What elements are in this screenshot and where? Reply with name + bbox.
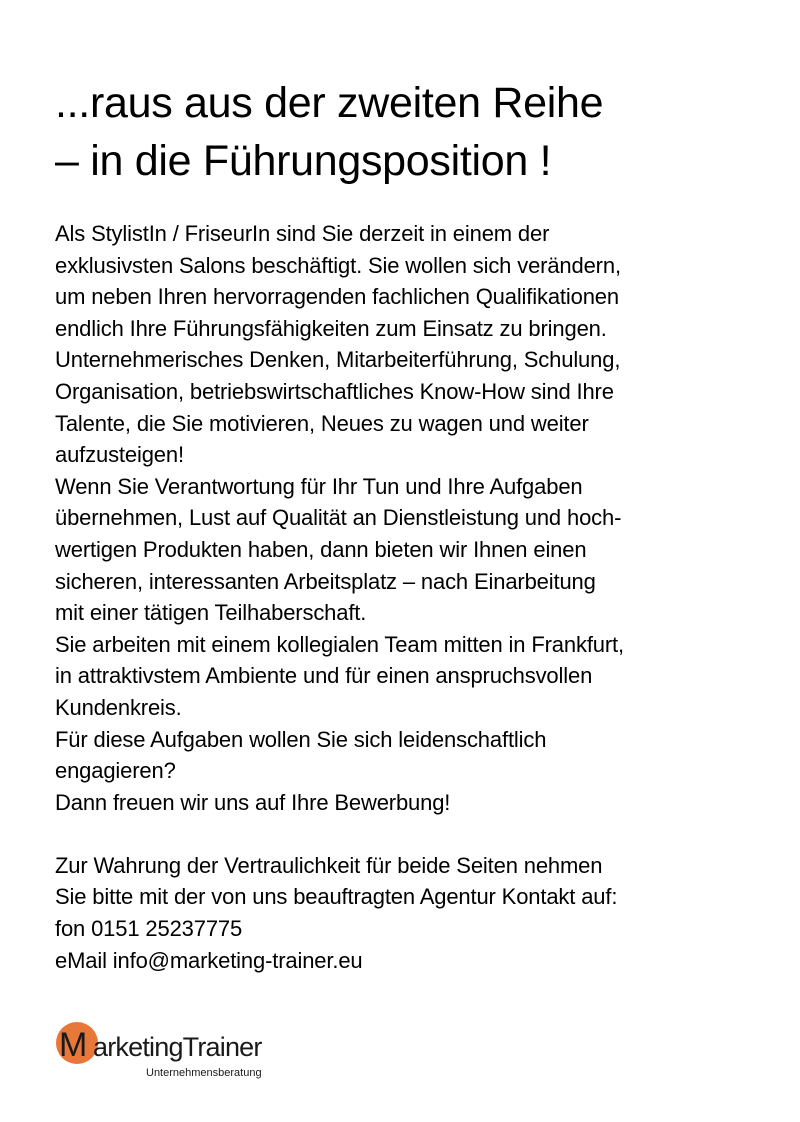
- body-line: Talente, die Sie motivieren, Neues zu wagen und weiter: [55, 410, 589, 436]
- headline: [55, 74, 775, 190]
- logo-initial: M: [59, 1026, 88, 1064]
- body-line: wertigen Produkten haben, dann bieten wir Ihnen einen: [55, 536, 587, 562]
- body-line: übernehmen, Lust auf Qualität an Dienstleistung und hoch-: [55, 505, 622, 531]
- logo-wordmark: arketingTrainer: [93, 1032, 262, 1062]
- body-line: exklusivsten Salons beschäftigt. Sie wollen sich verändern,: [55, 252, 621, 278]
- phone-number: fon 0151 25237775: [55, 916, 243, 942]
- body-line: um neben Ihren hervorragenden fachlichen Qualifikationen: [55, 284, 619, 310]
- body-line: sicheren, interessanten Arbeitsplatz – nach Einarbeitung: [55, 568, 596, 594]
- headline-line-1: ...raus aus der zweiten Reihe: [55, 79, 604, 127]
- body-line: Organisation, betriebswirtschaftliches Know-How sind Ihre: [55, 378, 614, 404]
- contact-line: Zur Wahrung der Vertraulichkeit für beide Seiten nehmen: [55, 852, 603, 878]
- body-line: Dann freuen wir uns auf Ihre Bewerbung!: [55, 789, 451, 815]
- body-line: endlich Ihre Führungsfähigkeiten zum Einsatz zu bringen.: [55, 315, 607, 341]
- body-line: Kundenkreis.: [55, 694, 182, 720]
- email-address: eMail info@marketing-trainer.eu: [55, 947, 363, 973]
- body-line: in attraktivstem Ambiente und für einen anspruchsvollen: [55, 663, 593, 689]
- body-line: Für diese Aufgaben wollen Sie sich leidenschaftlich: [55, 726, 547, 752]
- body-text: [55, 218, 785, 976]
- contact-line: Sie bitte mit der von uns beauftragten Agentur Kontakt auf:: [55, 884, 618, 910]
- paragraph-spacer: [55, 818, 785, 850]
- body-line: Als StylistIn / FriseurIn sind Sie derzeit in einem der: [55, 221, 550, 246]
- body-line: Wenn Sie Verantwortung für Ihr Tun und Ihre Aufgaben: [55, 473, 583, 499]
- body-line: Unternehmerisches Denken, Mitarbeiterführung, Schulung,: [55, 347, 621, 373]
- body-line: aufzusteigen!: [55, 442, 184, 468]
- body-line: engagieren?: [55, 758, 176, 784]
- body-line: Sie arbeiten mit einem kollegialen Team mitten in Frankfurt,: [55, 631, 624, 657]
- logo-subtitle: Unternehmensberatung: [146, 1067, 262, 1079]
- body-line: mit einer tätigen Teilhaberschaft.: [55, 600, 367, 626]
- marketing-trainer-logo: [56, 1022, 316, 1082]
- headline-line-2: – in die Führungsposition !: [55, 137, 552, 185]
